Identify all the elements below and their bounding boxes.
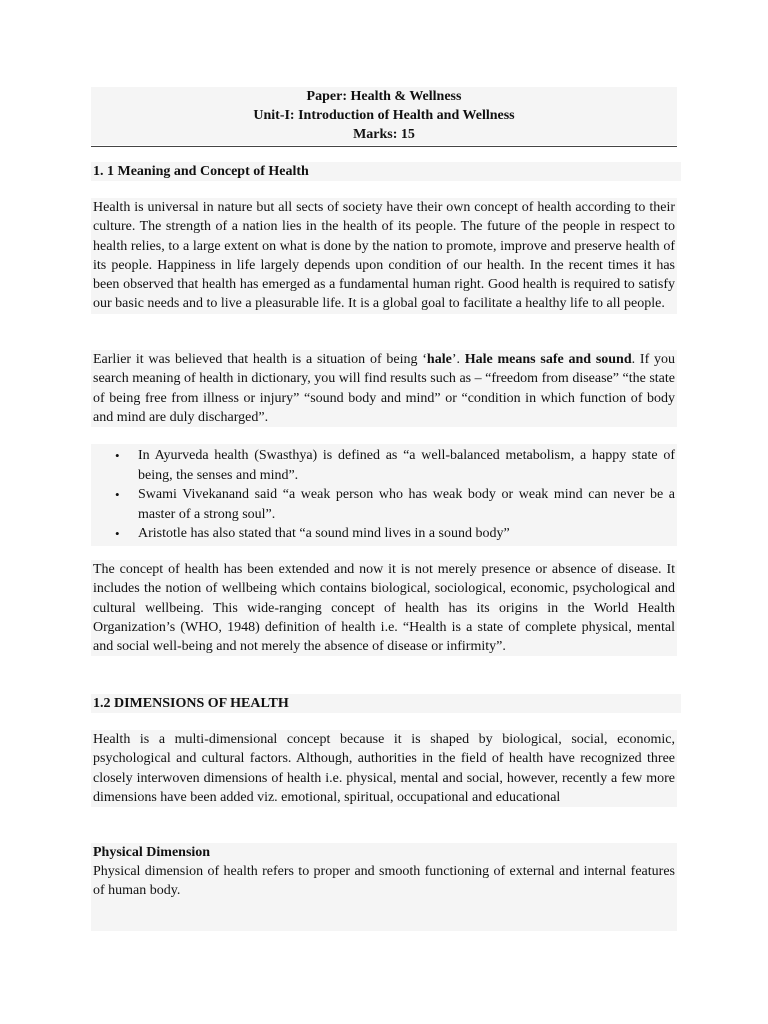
list-item: [91, 524, 677, 544]
list-item-text: In Ayurveda health (Swasthya) is defined as “a well-balanced metabolism, a happy state of being, the senses and mind”.: [138, 448, 675, 483]
document-header: [91, 87, 677, 145]
section-heading-1-1: 1. 1 Meaning and Concept of Health: [91, 162, 681, 181]
bullet-icon: •: [115, 487, 120, 503]
paragraph-text: Health is universal in nature but all sects of society have their own concept of health according to their culture. The strength of a nation lies in the health of its people. The future of the people in respect to health relies, to a large extent on what is done by the nation to promote, improve and preserve health of its people. Happiness in life largely depends upon condition of our health. In the recent times it has been observed that health has emerged as a fundamental human right. Good health is required to satisfy our basic needs and to live a pleasurable life. It is a global goal to facilitate a healthy life to all people.: [93, 200, 675, 312]
paragraph-health-universal: [91, 198, 677, 314]
unit-title: Unit-I: Introduction of Health and Wellness: [253, 108, 515, 123]
hale-intro-text: Earlier it was believed that health is a situation of being ‘: [93, 352, 427, 367]
marks-label: Marks: 15: [353, 127, 415, 142]
hale-meaning: Hale means safe and sound: [464, 352, 632, 367]
list-item-text: Swami Vivekanand said “a weak person who has weak body or weak mind can never be a master of a strong soul”.: [138, 487, 675, 522]
paper-title: Paper: Health & Wellness: [306, 89, 462, 104]
paragraph-text: [91, 350, 677, 427]
hale-word: hale: [426, 352, 452, 367]
hale-dictionary-text: . If you search meaning of health in dictionary, you will find results such as – “freedom from disease” “the state of being free from illness or injury” “sound body and mind” or “condition in which function of body and mind are duly discharged”.: [93, 352, 676, 425]
section-heading-1-2: 1.2 DIMENSIONS OF HEALTH: [91, 694, 681, 713]
paragraph-concept-extended: [91, 560, 677, 656]
list-item: [91, 446, 677, 485]
physical-dimension-section: [91, 843, 677, 931]
list-item: [91, 485, 677, 524]
paragraph-text: Health is a multi-dimensional concept because it is shaped by biological, social, economic, psychological and cultural factors. Although, authorities in the field of health have recognized three closely interwoven dimensions of health i.e. physical, mental and social, however, recently a few more dimensions have been added viz. emotional, spiritual, occupational and educational: [93, 732, 675, 805]
bullet-icon: •: [115, 526, 120, 542]
paragraph-multidimensional: [91, 730, 677, 807]
header-divider: [91, 146, 677, 147]
bullet-icon: •: [115, 448, 120, 463]
paragraph-text: The concept of health has been extended and now it is not merely presence or absence of disease. It includes the notion of wellbeing which contains biological, sociological, economic, psychological and cultural wellbeing. This wide-ranging concept of health has its origins in the World Health Organization’s (WHO, 1948) definition of health i.e. “Health is a state of complete physical, mental and social well-being and not merely the absence of disease or infirmity”.: [93, 562, 675, 655]
paragraph-hale: [91, 350, 677, 427]
physical-dimension-heading: Physical Dimension: [93, 845, 211, 860]
list-item-text: Aristotle has also stated that “a sound mind lives in a sound body”: [138, 526, 510, 542]
hale-punct: ’.: [451, 352, 465, 367]
bullet-list-definitions: [91, 444, 677, 546]
physical-dimension-text: Physical dimension of health refers to proper and smooth functioning of external and internal features of human body.: [93, 864, 675, 899]
